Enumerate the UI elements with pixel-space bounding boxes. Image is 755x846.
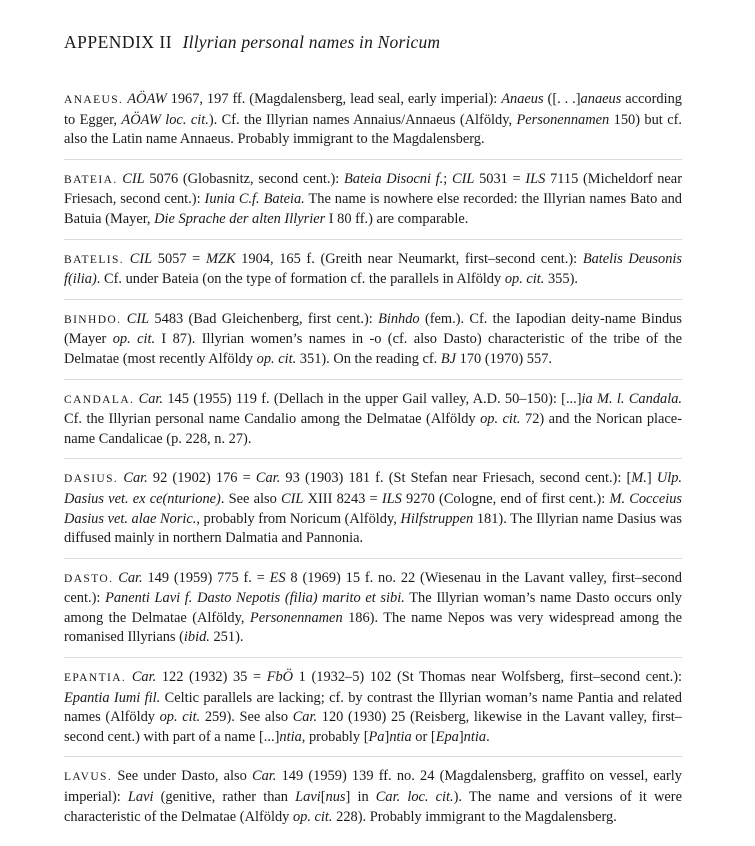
entry-text: 72) and the Norican place-name Candalicae (p. 228, n. 27).	[64, 411, 682, 447]
entry-text: ([. . .]	[543, 91, 581, 107]
entry-text: 355).	[544, 271, 578, 288]
italic-text: Lavi	[127, 789, 154, 806]
entry-text: Cf. the Illyrian personal name Candalio among the Delmatae (Alföldy	[64, 411, 481, 428]
italic-text: Binhdo	[378, 310, 420, 327]
entry-text: 351). On the reading cf.	[296, 350, 441, 367]
italic-text: Hilfstruppen	[400, 510, 474, 527]
entry-text: 1904, 165 f. (Greith near Neumarkt, first–second cent.):	[235, 250, 583, 267]
entry-text: 93 (1903) 181 f. (St Stefan near Friesach, second cent.): [	[280, 470, 632, 487]
italic-text: Lavi	[295, 789, 321, 806]
italic-text: Batelis Deusonis f(ilia)	[64, 250, 682, 288]
entry-text: (fem.). Cf. the Iapodian deity-name Bindus (Mayer	[64, 310, 683, 348]
italic-text: Car.	[118, 569, 143, 586]
italic-text: op. cit.	[159, 709, 201, 726]
entry-text: . Cf. under Bateia (on the type of formation cf. the parallels in Alföldy	[96, 271, 505, 288]
italic-text: op. cit.	[112, 331, 156, 348]
italic-text: op. cit.	[480, 411, 521, 428]
italic-text: FbÖ	[266, 669, 294, 686]
entry-text: , probably from Noricum (Alföldy,	[196, 510, 401, 527]
italic-text: Iunia C.f. Bateia.	[204, 191, 305, 208]
italic-text: Car.	[123, 470, 148, 487]
entry	[64, 469, 682, 558]
appendix-label: APPENDIX II	[64, 32, 173, 52]
entry-text: 1967, 197 ff. (Magdalensberg, lead seal, early imperial):	[166, 91, 502, 107]
italic-text: CIL	[122, 170, 145, 187]
italic-text: M. Cocceius Dasius vet. alae Noric.	[64, 490, 682, 527]
italic-text: ILS	[381, 490, 402, 507]
italic-text: ibid.	[183, 629, 210, 646]
entry-lemma: BINHDO.	[64, 313, 122, 326]
appendix-title: Illyrian personal names in Noricum	[182, 32, 441, 52]
entry-lemma: BATELIS.	[64, 253, 125, 266]
italic-text: Car. loc. cit.	[375, 789, 454, 806]
italic-text: ES	[269, 569, 286, 586]
entry-text: . See also	[220, 490, 281, 507]
italic-text: AÖAW	[127, 91, 167, 107]
entry-text: ). The name and versions of it were characteristic of the Delmatae (Alföldy	[64, 789, 682, 825]
italic-text: Car.	[138, 390, 164, 407]
entry-lemma: DASTO.	[64, 572, 114, 585]
italic-text: Personennamen	[249, 609, 343, 626]
entry	[64, 767, 682, 836]
italic-text: CIL	[451, 170, 475, 187]
italic-text: Bateia Disocni f.	[343, 170, 444, 187]
entry-text: 5031 =	[474, 170, 526, 187]
entry	[64, 569, 682, 658]
entry	[64, 668, 682, 757]
entry-text: .	[486, 728, 490, 745]
italic-text: Anaeus	[501, 91, 544, 107]
entry-text: 92 (1902) 176 =	[147, 470, 256, 487]
entry-text: ]	[646, 470, 657, 487]
italic-text: ILS	[525, 170, 546, 187]
entry-text: 1 (1932–5) 102 (St Thomas near Wolfsberg, first–second cent.):	[293, 669, 682, 686]
entry-text: 9270 (Cologne, end of first cent.):	[401, 490, 610, 507]
italic-text: Car.	[131, 669, 157, 686]
italic-text: Panenti Lavi f. Dasto Nepotis (filia) marito et sibi.	[105, 590, 405, 607]
entry-text: See under Dasto, also	[112, 768, 252, 785]
entry-text: The name is nowhere else recorded: the Illyrian names Bato and Batuia (Mayer,	[64, 191, 682, 227]
italic-text: ntia	[389, 728, 412, 745]
italic-text: nus	[325, 789, 346, 806]
entry-text: 228). Probably immigrant to the Magdalensberg.	[332, 808, 617, 825]
entry-list	[64, 90, 682, 836]
entry-text: 181). The Illyrian name Dasius was diffused mainly in northern Dalmatia and Pannonia.	[64, 510, 683, 547]
entry-text: 259). See also	[200, 709, 293, 726]
page	[64, 32, 682, 846]
entry-text: 145 (1955) 119 f. (Dellach in the upper Gail valley, A.D. 50–150): [...]	[163, 390, 582, 407]
entry-text: ]	[384, 728, 390, 745]
entry-text: [	[320, 789, 326, 806]
entry-text: according to Egger,	[64, 91, 682, 128]
entry-text: 251).	[209, 629, 244, 646]
italic-text: op. cit.	[256, 350, 297, 367]
italic-text: Car.	[292, 709, 318, 726]
entry-text: ;	[443, 170, 452, 187]
italic-text: op. cit.	[292, 808, 333, 825]
italic-text: Ulp. Dasius vet. ex ce(nturione)	[64, 470, 682, 507]
italic-text: AÖAW loc. cit.	[121, 111, 209, 128]
entry-lemma: BATEIA.	[64, 173, 118, 186]
entry-text: ]	[458, 728, 464, 745]
italic-text: CIL	[126, 310, 150, 327]
entry-text: 5076 (Globasnitz, second cent.):	[144, 170, 344, 187]
entry-lemma: LAVUS.	[64, 771, 113, 784]
entry-text: 7115 (Micheldorf near Friesach, second cent.):	[64, 170, 682, 208]
italic-text: Epa	[435, 728, 459, 745]
entry-text: The Illyrian woman’s name Dasto occurs only among the Delmatae (Alföldy,	[64, 590, 682, 626]
italic-text: ntia	[463, 728, 487, 745]
italic-text: op. cit.	[504, 271, 545, 288]
entry-text: I 87). Illyrian women’s names in -o (cf. also Dasto) characteristic of the tribe of the Delmatae (most recently Alföldy	[64, 331, 683, 367]
entry-lemma: ANAEUS.	[64, 94, 124, 106]
entry-text: 122 (1932) 35 =	[156, 669, 267, 686]
entry	[64, 90, 682, 160]
italic-text: BJ	[440, 350, 457, 367]
entry-text: XIII 8243 =	[303, 490, 382, 507]
entry-text: 170 (1970) 557.	[456, 350, 552, 367]
entry-text: Celtic parallels are lacking; cf. by contrast the Illyrian woman’s name Pantia and related names (Alföldy	[64, 689, 683, 726]
entry	[64, 310, 682, 380]
italic-text: Die Sprache der alten Illyrier	[154, 210, 326, 227]
entry-lemma: EPANTIA.	[64, 672, 127, 685]
entry-text: 5483 (Bad Gleichenberg, first cent.):	[149, 310, 379, 327]
entry-text: ] in	[345, 789, 376, 806]
entry-text: 150) but cf. also the Latin name Annaeus. Probably immigrant to the Magdalensberg.	[64, 111, 682, 148]
italic-text: Epantia Iumi fil.	[64, 689, 161, 706]
italic-text: Personennamen	[516, 111, 610, 128]
entry-text: 186). The name Nepos was very widespread among the romanised Illyrians (	[64, 609, 682, 646]
entry	[64, 250, 682, 300]
entry-text: I 80 ff.) are comparable.	[325, 210, 469, 227]
entry-text: , probably [	[301, 728, 369, 745]
italic-text: ia M. l. Candala.	[581, 390, 682, 407]
entry-text: 120 (1930) 25 (Reisberg, likewise in the Lavant valley, first–second cent.) with part of a name [...]	[64, 709, 682, 745]
italic-text: M.	[631, 470, 647, 487]
italic-text: MZK	[205, 250, 236, 267]
entry-text: or [	[411, 728, 436, 745]
entry-lemma: DASIUS.	[64, 473, 119, 486]
entry-text: 5057 =	[152, 250, 206, 267]
entry-lemma: CANDALA.	[64, 393, 135, 406]
italic-text: Car.	[255, 470, 281, 487]
entry-text: 8 (1969) 15 f. no. 22 (Wiesenau in the Lavant valley, first–second cent.):	[64, 569, 682, 607]
page-heading	[64, 32, 682, 53]
italic-text: Car.	[252, 768, 277, 785]
entry-text: ). Cf. the Illyrian names Annaius/Annaeus (Alföldy,	[208, 111, 517, 128]
italic-text: CIL	[129, 250, 153, 267]
entry-text: 149 (1959) 139 ff. no. 24 (Magdalensberg, graffito on vessel, early imperial):	[64, 768, 682, 806]
italic-text: CIL	[281, 490, 304, 507]
entry	[64, 390, 682, 460]
italic-text: ntia	[279, 728, 302, 745]
italic-text: anaeus	[580, 91, 622, 107]
entry-text: (genitive, rather than	[153, 789, 296, 806]
italic-text: Pa	[368, 728, 385, 745]
entry-text: 149 (1959) 775 f. =	[142, 569, 270, 586]
entry	[64, 170, 682, 240]
